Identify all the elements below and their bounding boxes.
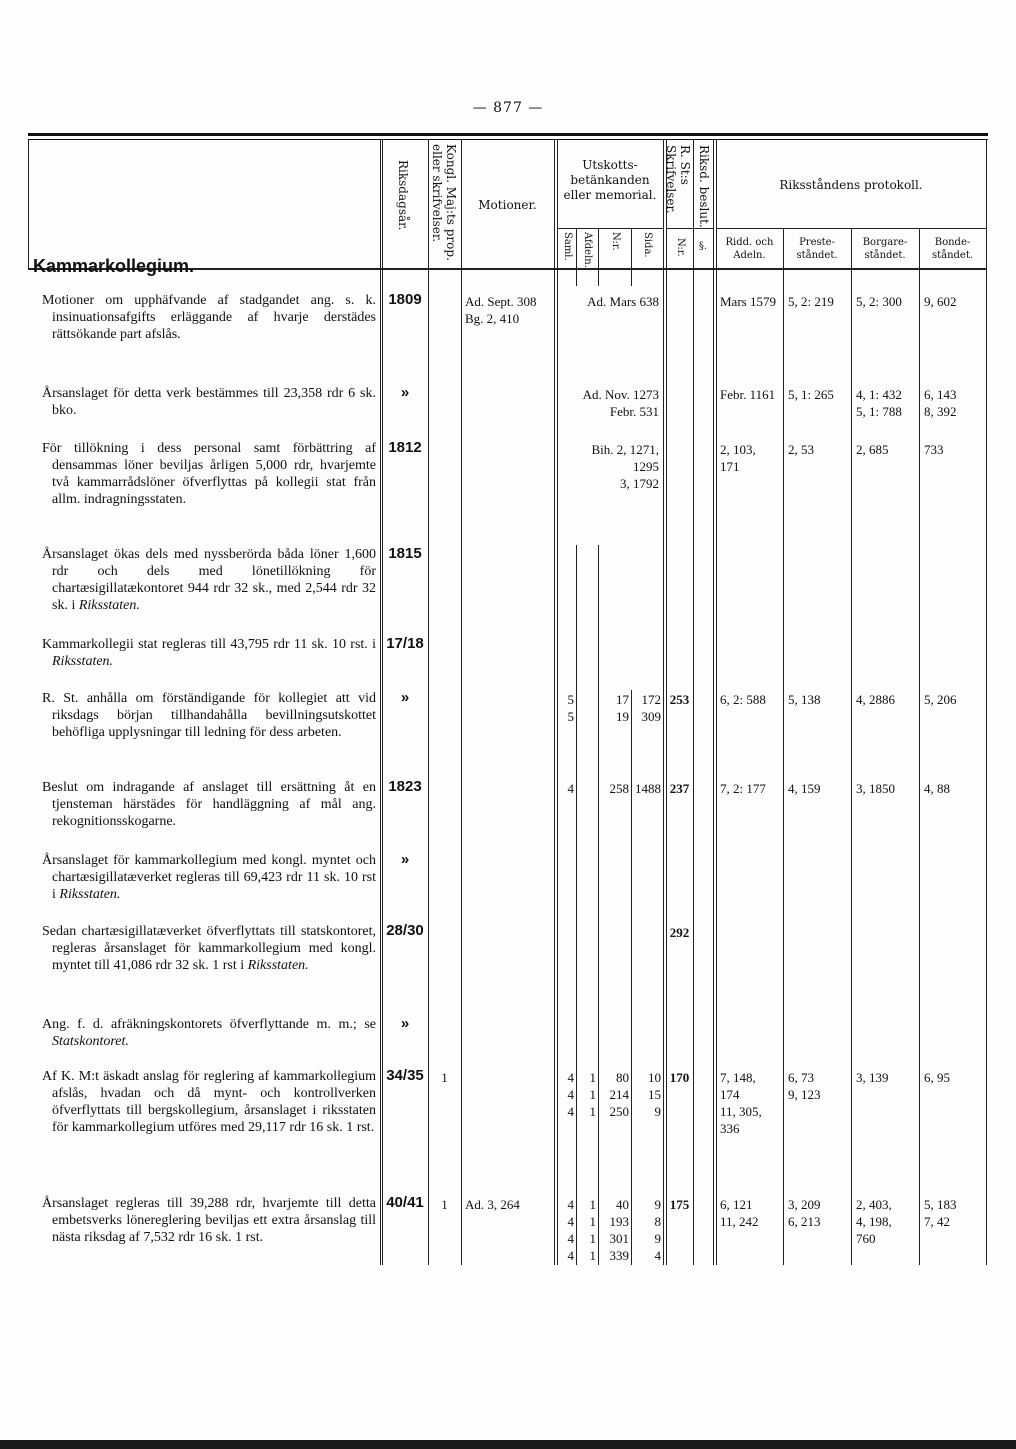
cell-ridd: Febr. 1161 bbox=[720, 387, 776, 402]
cell-sida: 9 8 9 4 bbox=[654, 1197, 661, 1263]
cell-utskott: Ad. Nov. 1273 Febr. 531 bbox=[582, 387, 659, 419]
cell-nr: 17 19 bbox=[616, 692, 629, 724]
cell-borgare: 4, 2886 bbox=[856, 692, 895, 707]
header-rsts-nr: N:r. bbox=[675, 238, 686, 257]
row-description-italic: Riksstaten. bbox=[247, 958, 309, 973]
cell-saml: 4 4 4 4 bbox=[567, 1197, 574, 1263]
row-description: För tillökning i dess personal samt förbättring af densammas löner beviljas årligen 5,000 rdr, hvarjemte två kammarrådslöner öfverflyttas på kollegii stat från allm. indragningsstaten. bbox=[42, 441, 376, 507]
cell-bonde: 5, 183 7, 42 bbox=[924, 1197, 957, 1229]
cell-bonde: 6, 143 8, 392 bbox=[924, 387, 957, 419]
cell-year: 17/18 bbox=[386, 635, 424, 652]
cell-motioner: Ad. Sept. 308 Bg. 2, 410 bbox=[465, 294, 537, 326]
header-sida: Sida. bbox=[642, 232, 653, 258]
cell-year: 28/30 bbox=[386, 922, 424, 939]
cell-year: 1809 bbox=[388, 291, 422, 308]
cell-rsts: 170 bbox=[669, 1070, 690, 1085]
header-kongl: Kongl. Maj:ts prop. eller skrifvelser. bbox=[430, 144, 458, 261]
row-description-italic: Statskontoret. bbox=[52, 1034, 129, 1049]
cell-bonde: 4, 88 bbox=[924, 781, 950, 796]
cell-afdeln: 1 1 1 bbox=[589, 1070, 596, 1119]
header-bonde: Bonde- ståndet. bbox=[931, 237, 974, 261]
cell-preste: 3, 209 6, 213 bbox=[788, 1197, 821, 1229]
cell-year: » bbox=[400, 851, 410, 868]
row-description: Årsanslaget ökas dels med nyssberörda båda löner 1,600 rdr och dels med lönetillökning för chartæsigillatækontoret 944 rdr 32 sk., med 2,544 rdr 32 sk. i Riksstaten. bbox=[42, 547, 376, 613]
header-riksdagsar: Riksdagsår. bbox=[396, 160, 410, 231]
header-afdeln: Afdeln. bbox=[582, 232, 593, 268]
top-rule bbox=[28, 133, 988, 136]
cell-ridd: 7, 148, 174 11, 305, 336 bbox=[720, 1070, 762, 1136]
cell-utskott: Ad. Mars 638 bbox=[587, 294, 659, 309]
cell-rsts: 175 bbox=[669, 1197, 690, 1212]
cell-utskott: Bih. 2, 1271, 1295 3, 1792 bbox=[591, 442, 659, 491]
header-preste: Preste- ståndet. bbox=[796, 237, 838, 261]
cell-preste: 2, 53 bbox=[788, 442, 814, 457]
row-description-italic: Riksstaten. bbox=[78, 598, 140, 613]
cell-preste: 6, 73 9, 123 bbox=[788, 1070, 821, 1102]
cell-borgare: 3, 139 bbox=[856, 1070, 889, 1085]
cell-year: 40/41 bbox=[386, 1194, 424, 1211]
cell-nr: 40 193 301 339 bbox=[609, 1197, 629, 1263]
header-saml: Saml. bbox=[562, 232, 573, 261]
cell-year: 34/35 bbox=[386, 1067, 424, 1084]
cell-year: 1812 bbox=[388, 439, 422, 456]
header-riksd: Riksd. beslut. bbox=[697, 145, 711, 228]
row-description: Årsanslaget för detta verk bestämmes till 23,358 rdr 6 sk. bko. bbox=[42, 386, 376, 418]
cell-preste: 5, 2: 219 bbox=[788, 294, 834, 309]
row-description-italic: Riksstaten. bbox=[52, 654, 114, 669]
cell-ridd: Mars 1579 bbox=[720, 294, 776, 309]
top-rule-thin bbox=[28, 139, 988, 140]
cell-saml: 4 bbox=[567, 781, 574, 796]
header-riksd-par: §. bbox=[698, 241, 708, 252]
section-title: Kammarkollegium. bbox=[33, 256, 195, 276]
row-description-italic: Riksstaten. bbox=[59, 887, 121, 902]
page-number: — 877 — bbox=[472, 100, 544, 116]
row-description: Beslut om indragande af anslaget till ersättning åt en tjensteman härstädes för handläggning af mål ang. rekognitionsskogarne. bbox=[42, 780, 376, 829]
header-ridd: Ridd. och Adeln. bbox=[725, 237, 774, 261]
cell-preste: 5, 138 bbox=[788, 692, 821, 707]
cell-rsts: 253 bbox=[669, 692, 690, 707]
header-motioner: Motioner. bbox=[478, 198, 537, 212]
header-utskotts: Utskotts- betänkanden eller memorial. bbox=[563, 158, 657, 202]
row-description: Sedan chartæsigillatæverket öfverflyttats till statskontoret, regleras årsanslaget för kammarkollegium med kongl. myntet till 41,086 rdr 32 sk. 1 rst i Riksstaten. bbox=[42, 924, 376, 973]
cell-sida: 172 309 bbox=[641, 692, 661, 724]
cell-motioner: Ad. 3, 264 bbox=[465, 1197, 520, 1212]
cell-bonde: 733 bbox=[924, 442, 944, 457]
cell-borgare: 4, 1: 432 5, 1: 788 bbox=[856, 387, 902, 419]
row-description: Årsanslaget regleras till 39,288 rdr, hvarjemte till detta embetsverks lönereglering beviljas ett extra årsanslag till nästa riksdag af 7,532 rdr 16 sk. 1 rst. bbox=[42, 1196, 376, 1245]
cell-ridd: 6, 121 11, 242 bbox=[720, 1197, 759, 1229]
cell-ridd: 6, 2: 588 bbox=[720, 692, 766, 707]
cell-borgare: 2, 403, 4, 198, 760 bbox=[856, 1197, 892, 1246]
cell-year: » bbox=[400, 384, 410, 401]
header-protokoll: Riksståndens protokoll. bbox=[779, 178, 923, 192]
cell-bonde: 6, 95 bbox=[924, 1070, 950, 1085]
cell-bonde: 9, 602 bbox=[924, 294, 957, 309]
row-description: Kammarkollegii stat regleras till 43,795 rdr 11 sk. 10 rst. i Riksstaten. bbox=[42, 637, 376, 669]
cell-year: 1823 bbox=[388, 778, 422, 795]
cell-ridd: 2, 103, 171 bbox=[720, 442, 756, 474]
cell-sida: 1488 bbox=[635, 781, 661, 796]
cell-nr: 258 bbox=[609, 781, 629, 796]
cell-kongl: 1 bbox=[441, 1070, 448, 1085]
cell-rsts: 292 bbox=[669, 925, 690, 940]
cell-year: 1815 bbox=[388, 545, 422, 562]
cell-rsts: 237 bbox=[669, 781, 690, 796]
row-description: Ang. f. d. afräkningskontorets öfverflyttande m. m.; se Statskontoret. bbox=[42, 1017, 376, 1049]
row-description: R. St. anhålla om förständigande för kollegiet att vid riksdags början tillhandahålla bevillningsutskottet behöfliga upplysningar till ledning för dess arbeten. bbox=[42, 691, 376, 740]
cell-saml: 5 5 bbox=[567, 692, 574, 724]
cell-sida: 10 15 9 bbox=[648, 1070, 661, 1119]
cell-borgare: 2, 685 bbox=[856, 442, 889, 457]
header-rsts: R. St:s Skrifvelser. bbox=[664, 145, 692, 214]
cell-year: » bbox=[400, 1015, 410, 1032]
cell-preste: 4, 159 bbox=[788, 781, 821, 796]
cell-ridd: 7, 2: 177 bbox=[720, 781, 766, 796]
row-description: Af K. M:t äskadt anslag för reglering af kammarkollegium afslås, hvadan och då mynt- och kontrollverken öfverflyttats till bergskollegium, årsanslaget i riksstaten för kammarkollegium utföres med 29,117 rdr 16 sk. 1 rst. bbox=[42, 1069, 376, 1135]
cell-bonde: 5, 206 bbox=[924, 692, 957, 707]
cell-kongl: 1 bbox=[441, 1197, 448, 1212]
cell-saml: 4 4 4 bbox=[567, 1070, 574, 1119]
cell-afdeln: 1 1 1 1 bbox=[589, 1197, 596, 1263]
cell-year: » bbox=[400, 689, 410, 706]
header-borgare: Borgare- ståndet. bbox=[862, 237, 908, 261]
row-description: Årsanslaget för kammarkollegium med kongl. myntet och chartæsigillatæverket regleras till 69,423 rdr 11 sk. 10 rst i Riksstaten. bbox=[42, 853, 376, 902]
cell-borgare: 5, 2: 300 bbox=[856, 294, 902, 309]
bottom-scan-edge bbox=[0, 1440, 1016, 1449]
row-description: Motioner om upphäfvande af stadgandet ang. s. k. insinuationsafgifts erläggande af hvarje derstädes rättsökande part afslås. bbox=[42, 293, 376, 342]
cell-preste: 5, 1: 265 bbox=[788, 387, 834, 402]
cell-nr: 80 214 250 bbox=[609, 1070, 629, 1119]
header-nr: N:r. bbox=[610, 232, 621, 251]
cell-borgare: 3, 1850 bbox=[856, 781, 895, 796]
